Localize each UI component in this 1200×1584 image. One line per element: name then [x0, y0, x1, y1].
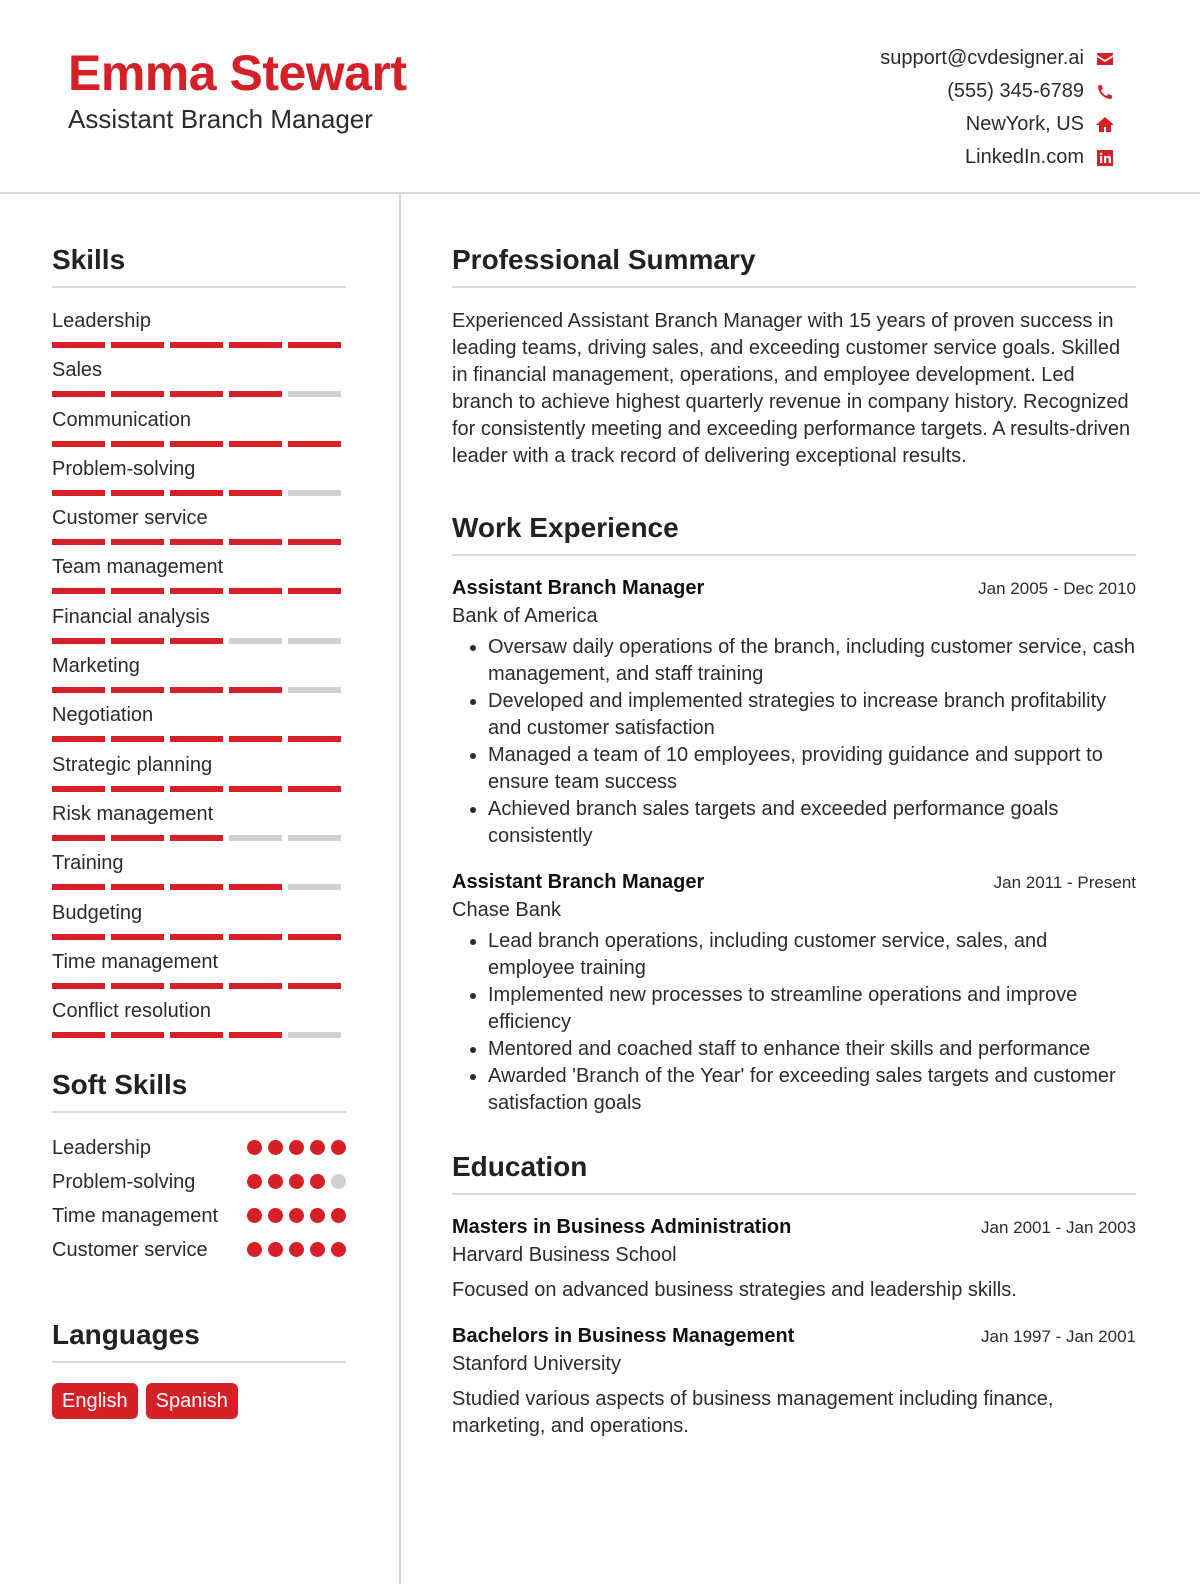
skill-level-segment — [229, 786, 282, 792]
left-column — [52, 240, 346, 1419]
skill-level-bar — [52, 539, 346, 545]
job-bullet: • Oversaw daily operations of the branch, including customer service, cash management, and staff training — [488, 634, 1136, 688]
summary-heading: Professional Summary — [452, 240, 1136, 288]
skill-level-bar — [52, 441, 346, 447]
skill-level-segment — [229, 884, 282, 890]
skill-level-segment — [52, 736, 105, 742]
job-bullet: • Awarded 'Branch of the Year' for exceeding sales targets and customer satisfaction goals — [488, 1063, 1136, 1117]
rating-dot — [289, 1208, 304, 1223]
skill-level-segment — [288, 687, 341, 693]
job-bullet: • Managed a team of 10 employees, providing guidance and support to ensure team success — [488, 742, 1136, 796]
contact-phone-text: (555) 345-6789 — [947, 80, 1084, 102]
education-header — [452, 1322, 1136, 1350]
skill-level-segment — [52, 835, 105, 841]
skill-level-bar — [52, 342, 346, 348]
soft-skill-item — [52, 1203, 346, 1229]
soft-skill-rating — [247, 1237, 346, 1257]
rating-dot — [331, 1174, 346, 1189]
skill-level-segment — [288, 588, 341, 594]
skill-level-segment — [111, 835, 164, 841]
skill-level-segment — [170, 835, 223, 841]
envelope-icon — [1094, 48, 1116, 70]
skill-level-bar — [52, 983, 346, 989]
rating-dot — [331, 1208, 346, 1223]
skill-level-segment — [288, 1032, 341, 1038]
skill-level-segment — [170, 391, 223, 397]
skill-level-segment — [170, 539, 223, 545]
skill-level-segment — [111, 1032, 164, 1038]
skill-level-segment — [229, 539, 282, 545]
skill-level-segment — [170, 342, 223, 348]
skill-item — [52, 752, 346, 801]
rating-dot — [310, 1174, 325, 1189]
skill-level-segment — [229, 441, 282, 447]
rating-dot — [247, 1140, 262, 1155]
skill-level-segment — [288, 539, 341, 545]
skill-level-segment — [111, 983, 164, 989]
skill-level-segment — [111, 539, 164, 545]
skill-level-segment — [229, 736, 282, 742]
education-header — [452, 1213, 1136, 1241]
skill-name: Customer service — [52, 507, 208, 530]
home-icon — [1094, 114, 1116, 136]
soft-skill-name: Customer service — [52, 1239, 208, 1262]
skill-level-segment — [52, 934, 105, 940]
skill-item — [52, 407, 346, 456]
job-entry — [452, 868, 1136, 1117]
skill-level-segment — [288, 884, 341, 890]
skill-item — [52, 604, 346, 653]
rating-dot — [268, 1208, 283, 1223]
education-description: Focused on advanced business strategies and leadership skills. — [452, 1279, 1017, 1301]
education-entry — [452, 1213, 1136, 1304]
skill-level-segment — [288, 638, 341, 644]
rating-dot — [268, 1140, 283, 1155]
education-school: Stanford University — [452, 1353, 621, 1375]
soft-skill-rating — [247, 1203, 346, 1223]
rating-dot — [268, 1242, 283, 1257]
job-company: Bank of America — [452, 605, 598, 627]
skill-level-segment — [52, 983, 105, 989]
rating-dot — [268, 1174, 283, 1189]
soft-skill-rating — [247, 1169, 346, 1189]
education-degree: Masters in Business Administration — [452, 1216, 792, 1238]
skill-level-segment — [288, 391, 341, 397]
skill-level-bar — [52, 391, 346, 397]
contact-email-text: support@cvdesigner.ai — [880, 47, 1084, 69]
phone-icon — [1094, 81, 1116, 103]
education-entry — [452, 1322, 1136, 1440]
skills-list — [52, 308, 346, 1047]
skill-level-segment — [170, 490, 223, 496]
skills-heading: Skills — [52, 240, 346, 288]
skill-level-segment — [111, 588, 164, 594]
resume-header — [0, 0, 1200, 194]
skill-item — [52, 357, 346, 406]
skill-name: Financial analysis — [52, 605, 210, 628]
skill-level-segment — [111, 441, 164, 447]
job-header — [452, 868, 1136, 896]
skill-level-segment — [52, 884, 105, 890]
soft-skills-heading: Soft Skills — [52, 1065, 346, 1113]
skill-level-segment — [111, 687, 164, 693]
skill-level-segment — [111, 490, 164, 496]
rating-dot — [331, 1242, 346, 1257]
skill-level-segment — [170, 934, 223, 940]
languages-heading: Languages — [52, 1315, 346, 1363]
contact-linkedin-text: LinkedIn.com — [965, 146, 1084, 168]
rating-dot — [289, 1242, 304, 1257]
contact-phone[interactable] — [880, 75, 1116, 108]
skill-level-bar — [52, 490, 346, 496]
skill-level-segment — [111, 391, 164, 397]
skill-name: Sales — [52, 359, 103, 382]
skill-level-segment — [52, 786, 105, 792]
skill-level-segment — [288, 342, 341, 348]
skill-item — [52, 554, 346, 603]
skill-level-segment — [288, 934, 341, 940]
skill-name: Budgeting — [52, 901, 143, 924]
skill-level-segment — [288, 441, 341, 447]
skill-level-segment — [111, 342, 164, 348]
skill-level-segment — [170, 687, 223, 693]
job-bullet: • Achieved branch sales targets and exceeded performance goals consistently — [488, 796, 1136, 850]
skill-level-segment — [170, 1032, 223, 1038]
skill-name: Problem-solving — [52, 457, 196, 480]
skill-item — [52, 801, 346, 850]
skill-level-segment — [229, 1032, 282, 1038]
rating-dot — [331, 1140, 346, 1155]
skill-level-segment — [170, 983, 223, 989]
skill-item — [52, 308, 346, 357]
rating-dot — [289, 1140, 304, 1155]
contact-list — [880, 42, 1116, 174]
education-dates: Jan 1997 - Jan 2001 — [980, 1327, 1136, 1346]
summary-text: Experienced Assistant Branch Manager with 15 years of proven success in leading teams, driving sales, and exceeding customer service goals. Skilled in financial management, operations, and employee development. Led branch to achieve highest quarterly revenue in company history. Recognized for consistently meeting and exceeding performance targets. A results-driven leader with a track record of delivering exceptional results. — [452, 310, 1131, 467]
soft-skill-rating — [247, 1135, 346, 1155]
skill-level-segment — [111, 884, 164, 890]
skill-level-segment — [52, 539, 105, 545]
right-column — [452, 240, 1136, 1440]
skill-level-segment — [170, 786, 223, 792]
skill-name: Time management — [52, 950, 218, 973]
skill-name: Marketing — [52, 655, 140, 678]
rating-dot — [247, 1174, 262, 1189]
skill-level-segment — [170, 441, 223, 447]
job-bullet: • Implemented new processes to streamline operations and improve efficiency — [488, 982, 1136, 1036]
languages-list — [52, 1383, 346, 1419]
skill-level-segment — [229, 588, 282, 594]
skill-level-bar — [52, 934, 346, 940]
skill-name: Strategic planning — [52, 753, 213, 776]
job-bullet: • Lead branch operations, including customer service, sales, and employee training — [488, 928, 1136, 982]
job-header — [452, 574, 1136, 602]
rating-dot — [310, 1208, 325, 1223]
skill-level-segment — [52, 588, 105, 594]
contact-email[interactable] — [880, 42, 1116, 75]
skill-level-bar — [52, 687, 346, 693]
contact-location — [880, 108, 1116, 141]
skill-level-segment — [229, 835, 282, 841]
experience-list — [452, 574, 1136, 1117]
skill-level-segment — [111, 736, 164, 742]
education-description: Studied various aspects of business management including finance, marketing, and operations. — [452, 1388, 1054, 1437]
skill-name: Leadership — [52, 310, 151, 332]
rating-dot — [289, 1174, 304, 1189]
contact-location-text: NewYork, US — [965, 113, 1084, 135]
language-badge: Spanish — [146, 1383, 238, 1419]
job-bullet: • Mentored and coached staff to enhance their skills and performance — [488, 1036, 1136, 1063]
soft-skill-item — [52, 1169, 346, 1195]
skill-item — [52, 998, 346, 1047]
skill-level-segment — [229, 391, 282, 397]
job-bullets — [452, 928, 1136, 1117]
skill-level-segment — [111, 786, 164, 792]
job-bullet: • Developed and implemented strategies to increase branch profitability and customer satisfaction — [488, 688, 1136, 742]
skill-level-bar — [52, 736, 346, 742]
job-dates: Jan 2011 - Present — [993, 873, 1136, 892]
education-heading: Education — [452, 1147, 1136, 1195]
education-degree: Bachelors in Business Management — [452, 1325, 795, 1347]
skill-item — [52, 456, 346, 505]
job-entry — [452, 574, 1136, 850]
skill-level-segment — [52, 1032, 105, 1038]
skill-level-bar — [52, 786, 346, 792]
skill-item — [52, 653, 346, 702]
rating-dot — [247, 1208, 262, 1223]
skill-name: Conflict resolution — [52, 1000, 211, 1023]
skill-name: Training — [52, 852, 124, 875]
skill-level-segment — [170, 638, 223, 644]
skill-level-segment — [229, 687, 282, 693]
candidate-title: Assistant Branch Manager — [68, 104, 373, 134]
skill-level-segment — [229, 342, 282, 348]
job-company: Chase Bank — [452, 899, 561, 921]
job-title: Assistant Branch Manager — [452, 871, 705, 893]
soft-skill-name: Problem-solving — [52, 1171, 196, 1194]
column-divider — [399, 193, 401, 1584]
skill-item — [52, 949, 346, 998]
skill-item — [52, 505, 346, 554]
skill-level-bar — [52, 835, 346, 841]
skill-level-segment — [52, 342, 105, 348]
education-dates: Jan 2001 - Jan 2003 — [980, 1218, 1136, 1237]
education-school: Harvard Business School — [452, 1244, 677, 1266]
language-badge: English — [52, 1383, 138, 1419]
experience-heading: Work Experience — [452, 508, 1136, 556]
skill-level-segment — [288, 490, 341, 496]
contact-linkedin[interactable] — [880, 141, 1116, 174]
soft-skill-item — [52, 1135, 346, 1161]
skill-level-segment — [229, 934, 282, 940]
skill-level-segment — [229, 490, 282, 496]
skill-level-bar — [52, 884, 346, 890]
candidate-name: Emma Stewart — [68, 45, 407, 101]
skill-name: Communication — [52, 408, 191, 431]
skill-level-segment — [52, 638, 105, 644]
skill-level-segment — [229, 638, 282, 644]
skill-level-segment — [52, 687, 105, 693]
skill-level-segment — [170, 588, 223, 594]
rating-dot — [310, 1242, 325, 1257]
skill-level-bar — [52, 588, 346, 594]
skill-level-segment — [52, 441, 105, 447]
skill-level-bar — [52, 638, 346, 644]
skill-item — [52, 850, 346, 899]
skill-level-segment — [288, 983, 341, 989]
skill-level-segment — [111, 934, 164, 940]
job-bullets — [452, 634, 1136, 850]
job-dates: Jan 2005 - Dec 2010 — [978, 579, 1136, 598]
skill-level-segment — [288, 835, 341, 841]
skill-level-segment — [288, 736, 341, 742]
skill-level-segment — [229, 983, 282, 989]
skill-level-segment — [111, 638, 164, 644]
skill-level-segment — [170, 736, 223, 742]
skill-level-segment — [288, 786, 341, 792]
rating-dot — [310, 1140, 325, 1155]
education-list — [452, 1213, 1136, 1440]
rating-dot — [247, 1242, 262, 1257]
skill-level-bar — [52, 1032, 346, 1038]
soft-skill-name: Time management — [52, 1205, 218, 1228]
soft-skill-name: Leadership — [52, 1137, 151, 1160]
skill-level-segment — [52, 391, 105, 397]
linkedin-icon — [1094, 147, 1116, 169]
soft-skill-item — [52, 1237, 346, 1263]
skill-name: Team management — [52, 556, 224, 579]
job-title: Assistant Branch Manager — [452, 577, 705, 599]
skill-level-segment — [52, 490, 105, 496]
soft-skills-list — [52, 1135, 346, 1263]
skill-level-segment — [170, 884, 223, 890]
skill-item — [52, 702, 346, 751]
skill-name: Risk management — [52, 802, 214, 825]
skill-item — [52, 900, 346, 949]
skill-name: Negotiation — [52, 704, 154, 727]
